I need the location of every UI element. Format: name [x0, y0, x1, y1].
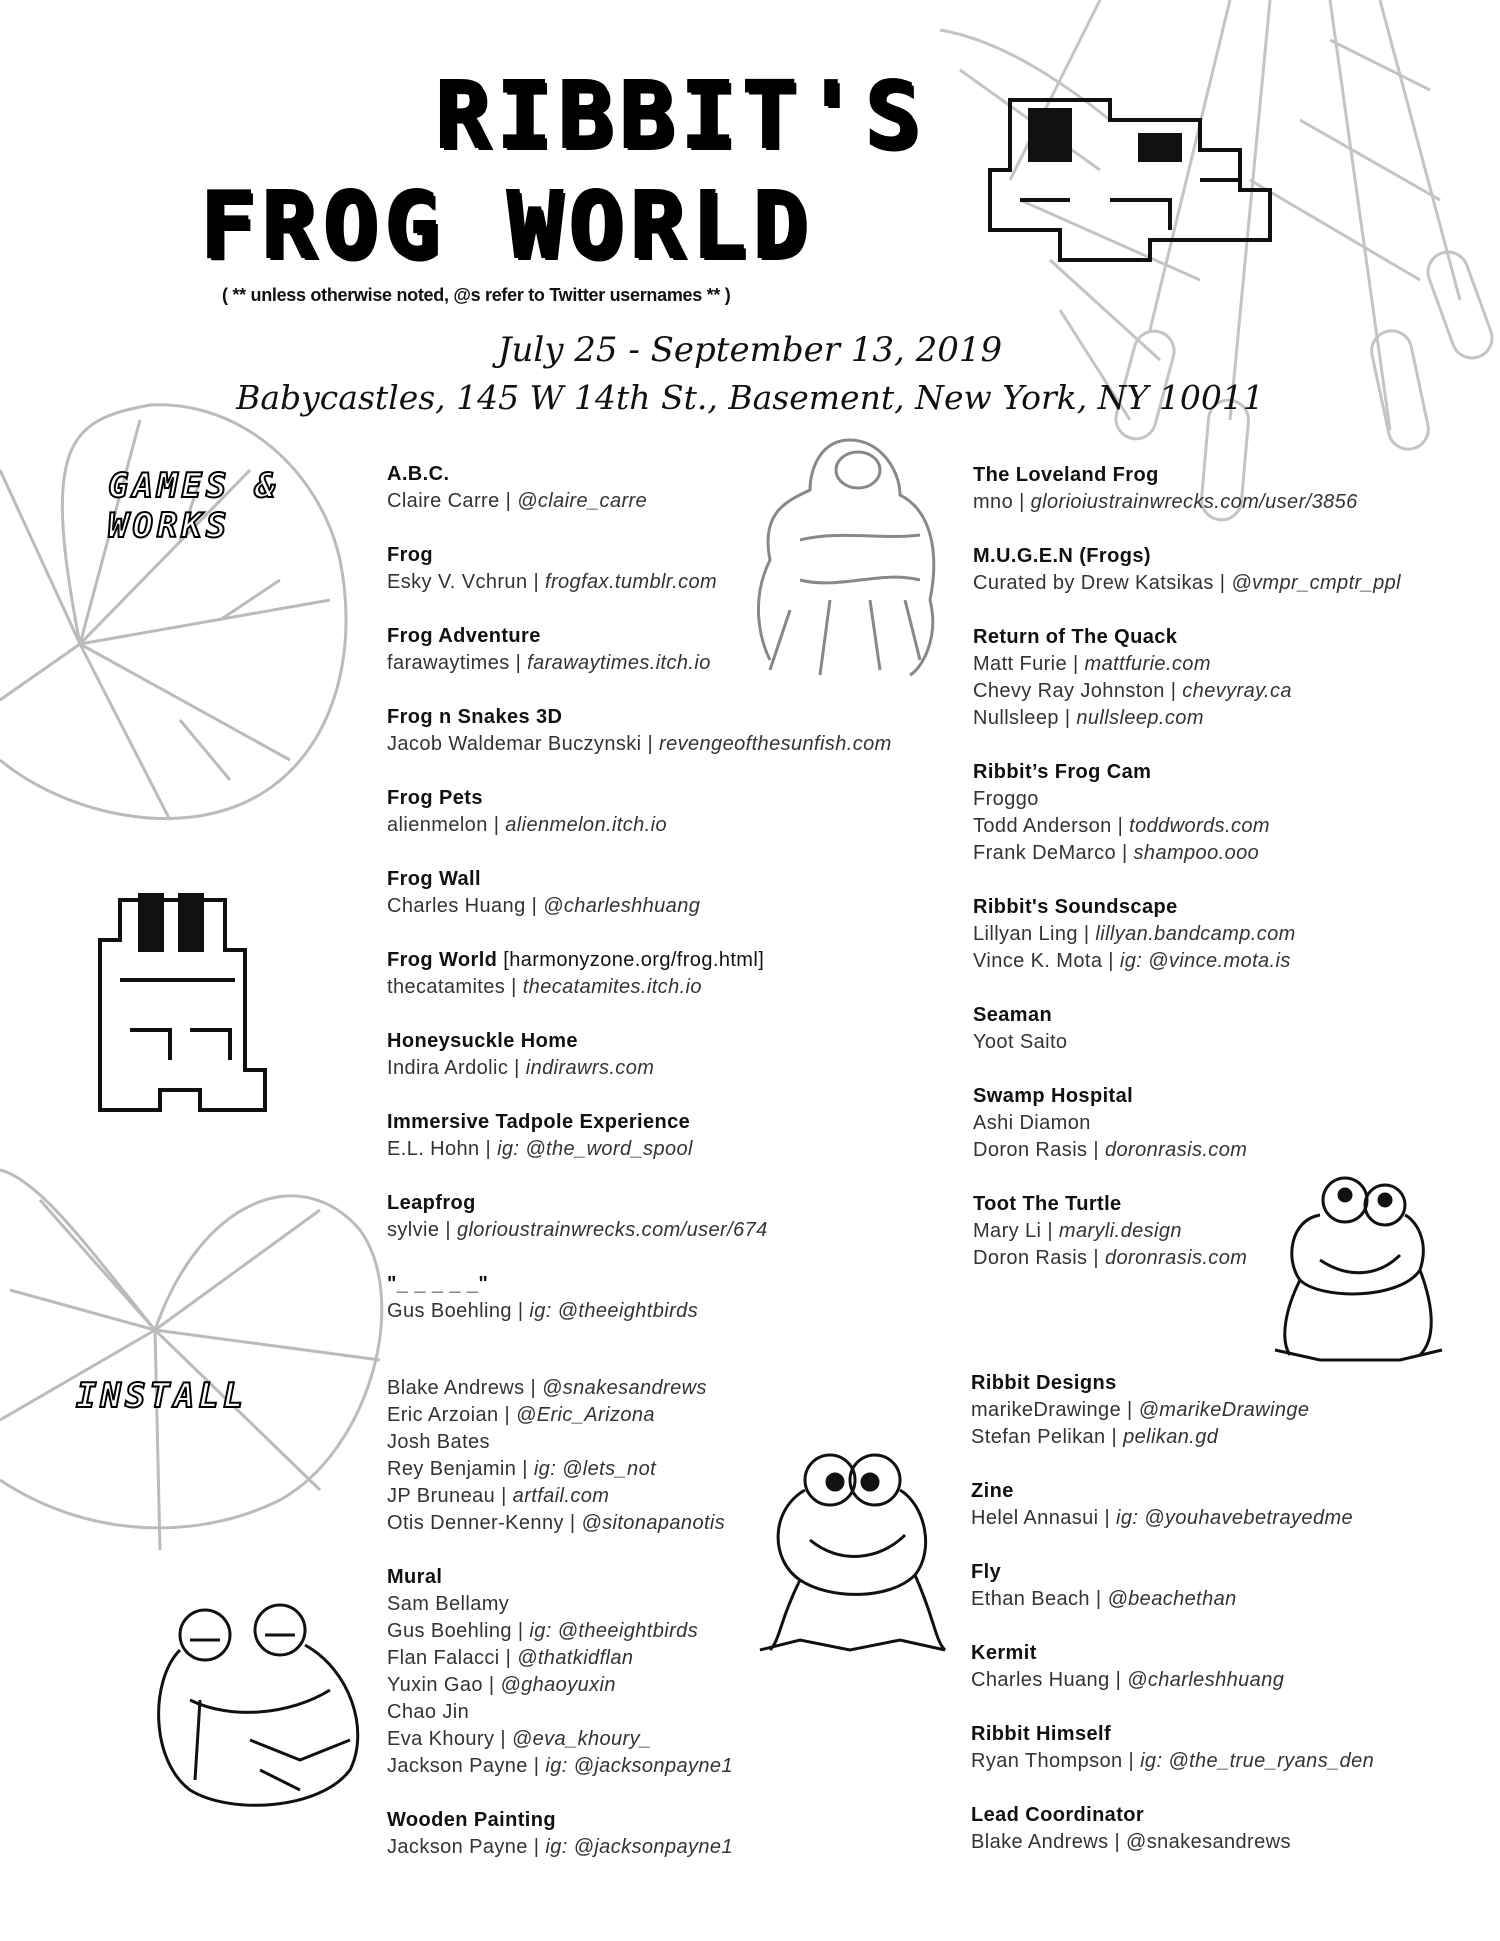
credit-name: thecatamites — [387, 976, 506, 998]
separator: | — [1098, 1507, 1117, 1529]
credit-title-text: Return of The Quack — [973, 626, 1178, 648]
lily-pad-bottom-sketch — [0, 1170, 382, 1550]
credit-handle: lillyan.bandcamp.com — [1095, 923, 1296, 945]
credit-line — [973, 948, 1493, 975]
credit-title-text: Lead Coordinator — [971, 1804, 1145, 1826]
title-line-1: RIBBIT'S — [435, 62, 927, 169]
credit-line — [971, 1397, 1491, 1424]
credit-handle: alienmelon.itch.io — [505, 814, 667, 836]
credit-name: Josh Bates — [387, 1431, 490, 1453]
credit-entry — [971, 1370, 1491, 1451]
credit-entry — [387, 461, 907, 515]
credit-name: Esky V. Vchrun — [387, 571, 528, 593]
credits-left-bottom — [387, 1375, 907, 1888]
separator: | — [641, 733, 660, 755]
credit-handle: mattfurie.com — [1084, 653, 1211, 675]
credit-name: Eric Arzoian — [387, 1404, 499, 1426]
credit-title-text: Leapfrog — [387, 1192, 476, 1214]
credit-title — [387, 461, 907, 488]
credit-entry — [387, 866, 907, 920]
credit-entry — [973, 1083, 1493, 1164]
credits-right-bottom — [971, 1370, 1491, 1883]
credit-line — [387, 488, 907, 515]
credit-handle: ig: @jacksonpayne1 — [545, 1755, 733, 1777]
credit-handle: @charleshhuang — [543, 895, 701, 917]
credit-title — [387, 1109, 907, 1136]
credit-entry — [973, 1002, 1493, 1056]
credit-title-text: Mural — [387, 1566, 443, 1588]
credit-title — [387, 785, 907, 812]
credit-title-text: Swamp Hospital — [973, 1085, 1134, 1107]
credit-handle: @beachethan — [1107, 1588, 1237, 1610]
credit-line — [387, 1375, 907, 1402]
credit-handle: maryli.design — [1058, 1220, 1182, 1242]
credit-name: Blake Andrews — [971, 1831, 1109, 1853]
credit-title — [971, 1721, 1491, 1748]
credit-title — [971, 1640, 1491, 1667]
credit-line — [387, 1510, 907, 1537]
credit-name: Doron Rasis — [973, 1247, 1088, 1269]
credit-line — [973, 1029, 1493, 1056]
credit-handle: ig: @theeightbirds — [529, 1620, 699, 1642]
credit-line — [973, 678, 1493, 705]
credit-handle: @snakesandrews — [1126, 1831, 1291, 1853]
separator: | — [505, 976, 523, 998]
credit-entry — [387, 1028, 907, 1082]
credit-handle: @claire_carre — [517, 490, 648, 512]
credit-entry — [387, 1271, 907, 1325]
credit-title-text: A.B.C. — [387, 463, 450, 485]
credit-line — [387, 1726, 907, 1753]
credit-handle: @marikeDrawinge — [1138, 1399, 1310, 1421]
credit-title — [387, 1190, 907, 1217]
credit-entry — [973, 543, 1493, 597]
credit-name: marikeDrawinge — [971, 1399, 1122, 1421]
credit-title-text: Toot The Turtle — [973, 1193, 1122, 1215]
credit-title — [973, 1191, 1493, 1218]
separator: | — [1102, 950, 1120, 972]
credit-handle: ig: @youhavebetrayedme — [1116, 1507, 1354, 1529]
separator: | — [1164, 680, 1183, 702]
credit-title — [973, 1083, 1493, 1110]
credit-line — [387, 893, 907, 920]
credit-handle: shampoo.ooo — [1133, 842, 1260, 864]
separator: | — [1122, 1750, 1141, 1772]
separator: | — [439, 1219, 457, 1241]
separator: | — [498, 1404, 517, 1426]
credit-title-text: Frog Wall — [387, 868, 481, 890]
credit-title — [973, 894, 1493, 921]
credit-name: Gus Boehling — [387, 1620, 512, 1642]
cattails-sketch — [940, 0, 1498, 522]
credit-title-text: Seaman — [973, 1004, 1053, 1026]
credit-entry — [973, 759, 1493, 867]
credit-name: Chevy Ray Johnston — [973, 680, 1165, 702]
credit-name: Gus Boehling — [387, 1300, 512, 1322]
credit-name: Chao Jin — [387, 1701, 470, 1723]
separator: | — [527, 1836, 546, 1858]
credit-title-text: Frog n Snakes 3D — [387, 706, 563, 728]
credit-name: Nullsleep — [973, 707, 1059, 729]
credit-name: Claire Carre — [387, 490, 500, 512]
credit-line — [387, 1672, 907, 1699]
credit-entry — [387, 542, 907, 596]
credit-line — [387, 1429, 907, 1456]
credit-name: Otis Denner-Kenny — [387, 1512, 564, 1534]
credit-line — [387, 1136, 907, 1163]
credit-title-link: [harmonyzone.org/frog.html] — [497, 949, 765, 971]
separator: | — [1121, 1399, 1139, 1421]
credit-title-text: The Loveland Frog — [973, 464, 1159, 486]
credit-line — [973, 1245, 1493, 1272]
tired-frog-left-sketch — [159, 1605, 358, 1805]
credit-title-text: Fly — [971, 1561, 1002, 1583]
separator: | — [563, 1512, 582, 1534]
credit-name: alienmelon — [387, 814, 488, 836]
credit-line — [387, 1217, 907, 1244]
credit-name: Blake Andrews — [387, 1377, 525, 1399]
credit-title — [387, 623, 907, 650]
separator: | — [487, 814, 506, 836]
credit-name: Jacob Waldemar Buczynski — [387, 733, 642, 755]
credit-handle: indirawrs.com — [525, 1057, 655, 1079]
credit-line — [973, 705, 1493, 732]
credit-entry — [971, 1802, 1491, 1856]
credit-name: Lillyan Ling — [973, 923, 1078, 945]
credit-line — [387, 1055, 907, 1082]
separator: | — [527, 571, 545, 593]
credit-title — [387, 1807, 907, 1834]
credit-line — [973, 1137, 1493, 1164]
separator: | — [1087, 1247, 1105, 1269]
credit-handle: nullsleep.com — [1076, 707, 1204, 729]
credit-title-text: Immersive Tadpole Experience — [387, 1111, 691, 1133]
credit-name: Yuxin Gao — [387, 1674, 483, 1696]
separator: | — [495, 1485, 513, 1507]
separator: | — [1077, 923, 1096, 945]
credit-entry — [387, 1564, 907, 1780]
credit-title-text: Ribbit's Soundscape — [973, 896, 1178, 918]
credit-title — [973, 1002, 1493, 1029]
credit-line — [973, 651, 1493, 678]
credit-entry — [387, 623, 907, 677]
credit-name: Sam Bellamy — [387, 1593, 510, 1615]
separator: | — [1111, 815, 1130, 837]
credit-name: Frank DeMarco — [973, 842, 1117, 864]
credit-handle: thecatamites.itch.io — [522, 976, 702, 998]
separator: | — [1116, 842, 1134, 864]
credit-name: Ryan Thompson — [971, 1750, 1123, 1772]
credit-name: Helel Annasui — [971, 1507, 1099, 1529]
credit-line — [971, 1667, 1491, 1694]
credit-handle: @ghaoyuxin — [500, 1674, 616, 1696]
credit-handle: @snakesandrews — [542, 1377, 707, 1399]
credit-handle: revengeofthesunfish.com — [659, 733, 892, 755]
credit-name: Ethan Beach — [971, 1588, 1090, 1610]
credit-entry — [971, 1478, 1491, 1532]
credit-handle: ig: @theeightbirds — [529, 1300, 699, 1322]
credit-name: Yoot Saito — [973, 1031, 1068, 1053]
credit-handle: ig: @the_word_spool — [497, 1138, 693, 1160]
credit-title — [387, 704, 907, 731]
separator: | — [527, 1755, 546, 1777]
credit-title-text: Zine — [971, 1480, 1014, 1502]
credit-line — [387, 1591, 907, 1618]
credit-name: Jackson Payne — [387, 1755, 528, 1777]
credit-name: Jackson Payne — [387, 1836, 528, 1858]
credit-line — [971, 1586, 1491, 1613]
separator: | — [1213, 572, 1232, 594]
credit-name: Indira Ardolic — [387, 1057, 509, 1079]
credit-name: sylvie — [387, 1219, 440, 1241]
credit-line — [387, 1834, 907, 1861]
credit-handle: ig: @jacksonpayne1 — [545, 1836, 733, 1858]
credit-line — [387, 1753, 907, 1780]
credit-handle: ig: @lets_not — [533, 1458, 657, 1480]
separator: | — [1013, 491, 1031, 513]
credit-line — [387, 1402, 907, 1429]
separator: | — [1067, 653, 1085, 675]
credit-entry — [387, 1109, 907, 1163]
credit-title-text: Kermit — [971, 1642, 1037, 1664]
credit-name: Charles Huang — [387, 895, 526, 917]
separator: | — [1087, 1139, 1105, 1161]
credit-entry — [387, 785, 907, 839]
separator: | — [1058, 707, 1077, 729]
credit-line — [387, 1298, 907, 1325]
credit-line — [971, 1748, 1491, 1775]
event-address: Babycastles, 145 W 14th St., Basement, New York, NY 10011 — [236, 378, 1264, 417]
credit-name: Charles Huang — [971, 1669, 1110, 1691]
event-dates: July 25 - September 13, 2019 — [497, 330, 1003, 370]
credit-name: Matt Furie — [973, 653, 1068, 675]
separator: | — [1089, 1588, 1108, 1610]
credit-handle: doronrasis.com — [1104, 1139, 1248, 1161]
credit-title-text: Honeysuckle Home — [387, 1030, 578, 1052]
credit-handle: glorioiustrainwrecks.com/user/3856 — [1030, 491, 1358, 513]
credit-title — [387, 1271, 907, 1298]
credit-name: mno — [973, 491, 1014, 513]
credit-title — [971, 1370, 1491, 1397]
separator: | — [516, 1458, 534, 1480]
separator: | — [482, 1674, 501, 1696]
credit-handle: @Eric_Arizona — [516, 1404, 655, 1426]
credit-line — [973, 1218, 1493, 1245]
credit-name: Ashi Diamon — [973, 1112, 1091, 1134]
credit-handle: @sitonapanotis — [581, 1512, 726, 1534]
credit-name: Froggo — [973, 788, 1039, 810]
credit-line — [973, 840, 1493, 867]
credit-entry — [387, 1190, 907, 1244]
credit-line — [971, 1829, 1491, 1856]
pixel-frog-left-sketch — [100, 895, 265, 1110]
credit-handle: @charleshhuang — [1127, 1669, 1285, 1691]
credit-line — [973, 813, 1493, 840]
credit-handle: glorioustrainwrecks.com/user/674 — [456, 1219, 768, 1241]
pixel-frog-top-sketch — [990, 100, 1270, 260]
credit-title-text: Ribbit’s Frog Cam — [973, 761, 1152, 783]
credit-entry — [973, 462, 1493, 516]
credit-handle: pelikan.gd — [1123, 1426, 1219, 1448]
credit-handle: frogfax.tumblr.com — [545, 571, 718, 593]
credit-line — [387, 731, 907, 758]
separator: | — [525, 895, 544, 917]
credit-title-text: "_ _ _ _ _" — [387, 1273, 489, 1295]
credit-title — [971, 1478, 1491, 1505]
credit-title — [387, 1564, 907, 1591]
credit-line — [971, 1505, 1491, 1532]
credit-title-text: Ribbit Himself — [971, 1723, 1112, 1745]
separator: | — [511, 1300, 530, 1322]
separator: | — [1109, 1669, 1128, 1691]
credit-line — [387, 1618, 907, 1645]
credit-title — [973, 759, 1493, 786]
credit-title — [973, 462, 1493, 489]
credit-line — [973, 1110, 1493, 1137]
credit-line — [973, 921, 1493, 948]
credit-name: Flan Falacci — [387, 1647, 500, 1669]
credit-title-text: Frog World — [387, 949, 498, 971]
credit-line — [973, 570, 1493, 597]
credit-line — [387, 650, 907, 677]
credit-handle: doronrasis.com — [1104, 1247, 1248, 1269]
credit-line — [973, 489, 1493, 516]
credit-entry — [971, 1721, 1491, 1775]
separator: | — [1041, 1220, 1059, 1242]
separator: | — [1105, 1426, 1124, 1448]
credit-title — [387, 542, 907, 569]
credit-title — [387, 1028, 907, 1055]
credit-entry — [387, 1807, 907, 1861]
credit-handle: artfail.com — [512, 1485, 610, 1507]
credit-title — [387, 947, 907, 974]
credit-handle: farawaytimes.itch.io — [527, 652, 711, 674]
credits-right-top — [973, 462, 1493, 1299]
credit-handle: chevyray.ca — [1182, 680, 1292, 702]
credit-name: Vince K. Mota — [973, 950, 1103, 972]
separator: | — [509, 652, 528, 674]
credit-title — [971, 1802, 1491, 1829]
handle-note: ( ** unless otherwise noted, @s refer to Twitter usernames ** ) — [222, 285, 731, 305]
credit-handle: toddwords.com — [1129, 815, 1270, 837]
credit-entry — [971, 1559, 1491, 1613]
credit-handle: ig: @the_true_ryans_den — [1140, 1750, 1375, 1772]
credit-title-text: Frog — [387, 544, 434, 566]
credit-title — [387, 866, 907, 893]
section-games-works: GAMES & WORKS — [108, 466, 280, 546]
credit-name: Todd Anderson — [973, 815, 1112, 837]
credit-line — [387, 974, 907, 1001]
credit-name: Rey Benjamin — [387, 1458, 517, 1480]
credit-title-text: Ribbit Designs — [971, 1372, 1117, 1394]
separator: | — [511, 1620, 530, 1642]
credit-entry — [387, 1375, 907, 1537]
credit-handle: ig: @vince.mota.is — [1119, 950, 1291, 972]
credit-line — [387, 1483, 907, 1510]
separator: | — [1108, 1831, 1127, 1853]
separator: | — [494, 1728, 512, 1750]
credit-handle: @eva_khoury_ — [511, 1728, 652, 1750]
credit-entry — [973, 1191, 1493, 1272]
credit-entry — [973, 624, 1493, 732]
credit-name: Doron Rasis — [973, 1139, 1088, 1161]
credit-title — [973, 543, 1493, 570]
separator: | — [499, 1647, 518, 1669]
credit-line — [387, 1699, 907, 1726]
credit-line — [971, 1424, 1491, 1451]
credit-name: Stefan Pelikan — [971, 1426, 1106, 1448]
credit-entry — [387, 947, 907, 1001]
credit-name: Eva Khoury — [387, 1728, 495, 1750]
credit-line — [387, 1456, 907, 1483]
credit-entry — [971, 1640, 1491, 1694]
separator: | — [508, 1057, 526, 1079]
credits-left-top — [387, 461, 907, 1352]
credit-name: farawaytimes — [387, 652, 510, 674]
separator: | — [524, 1377, 543, 1399]
title-line-2: FROG WORLD — [200, 172, 814, 279]
credit-title-text: M.U.G.E.N (Frogs) — [973, 545, 1151, 567]
separator: | — [479, 1138, 498, 1160]
credit-handle: @vmpr_cmptr_ppl — [1231, 572, 1402, 594]
credit-title — [973, 624, 1493, 651]
credit-name: Mary Li — [973, 1220, 1042, 1242]
credit-title-text: Wooden Painting — [387, 1809, 556, 1831]
credit-title — [971, 1559, 1491, 1586]
credit-name: E.L. Hohn — [387, 1138, 480, 1160]
credit-line — [973, 786, 1493, 813]
credit-entry — [973, 894, 1493, 975]
credit-line — [387, 1645, 907, 1672]
credit-line — [387, 812, 907, 839]
section-install: INSTALL — [76, 1376, 248, 1416]
separator: | — [499, 490, 518, 512]
credit-title-text: Frog Adventure — [387, 625, 541, 647]
credit-handle: @thatkidflan — [517, 1647, 634, 1669]
credit-line — [387, 569, 907, 596]
credit-name: Curated by Drew Katsikas — [973, 572, 1214, 594]
credit-name: JP Bruneau — [387, 1485, 496, 1507]
credit-title-text: Frog Pets — [387, 787, 483, 809]
credit-entry — [387, 704, 907, 758]
